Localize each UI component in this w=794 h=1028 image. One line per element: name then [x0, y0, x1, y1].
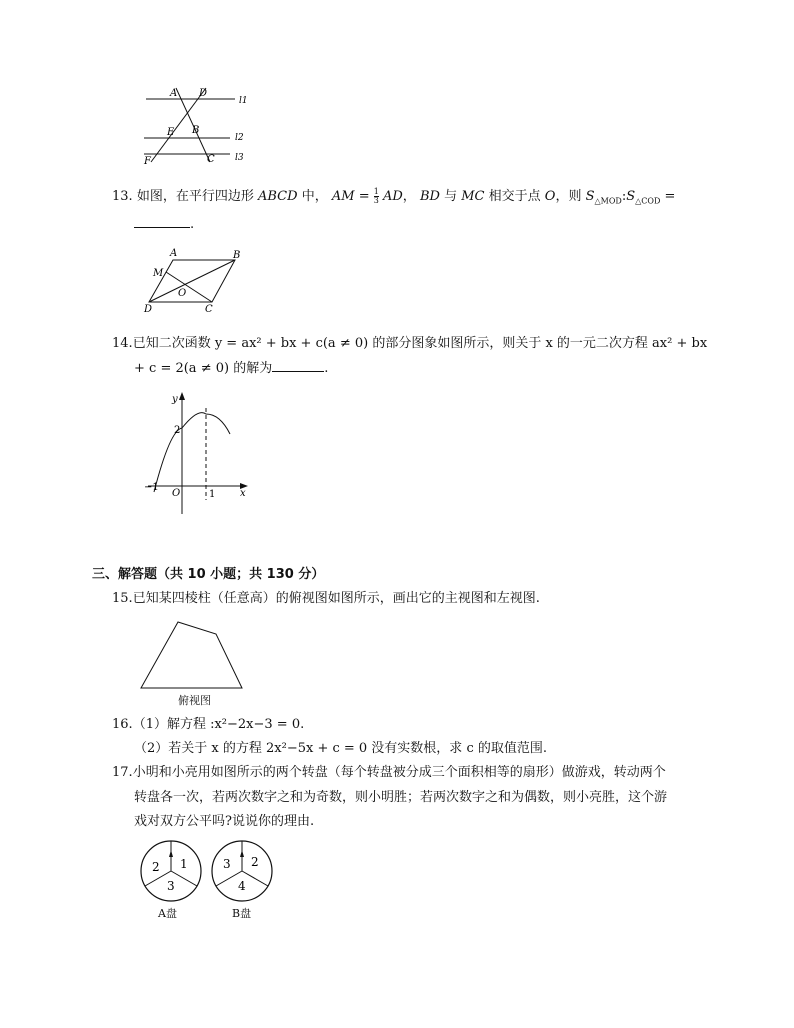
label-C: C — [207, 154, 215, 165]
question-14: 14.已知二次函数 y = ax² + bx + c(a ≠ 0) 的部分图象如图所示，则关于 x 的一元二次方程 ax² + bx — [112, 336, 708, 351]
label-two: 2 — [174, 425, 181, 436]
label-one: 1 — [209, 489, 216, 500]
label-D: D — [199, 88, 208, 99]
label-F: F — [144, 156, 151, 167]
label-D: D — [144, 304, 153, 315]
label-A: A — [170, 248, 178, 259]
spinner-b-number-4: 4 — [238, 879, 246, 893]
label-l2: l2 — [235, 133, 244, 143]
parallel-lines-figure — [140, 80, 260, 170]
label-y: y — [172, 394, 178, 405]
label-A: A — [170, 88, 178, 99]
question-14-line2: + c = 2(a ≠ 0) 的解为 . — [134, 361, 329, 376]
top-view-caption: 俯视图 — [178, 694, 211, 707]
spinner-a-number-2: 2 — [152, 860, 160, 874]
label-M: M — [153, 268, 164, 279]
spinner-a-number-1: 1 — [180, 857, 188, 871]
parabola-graph — [140, 390, 260, 518]
spinner-b-caption: B盘 — [232, 907, 252, 920]
label-B: B — [192, 125, 200, 136]
question-17-line-1: 17.小明和小亮用如图所示的两个转盘（每个转盘被分成三个面积相等的扇形）做游戏，转动两个 — [112, 765, 666, 780]
question-16-part-2: （2）若关于 x 的方程 2x²−5x + c = 0 没有实数根，求 c 的取值范围. — [134, 741, 547, 756]
top-view-quadrilateral — [138, 618, 248, 690]
question-17-line-2: 转盘各一次，若两次数字之和为奇数，则小明胜；若两次数字之和为偶数，则小亮胜，这个游 — [134, 790, 668, 805]
section-3-title: 三、解答题（共 10 小题；共 130 分） — [92, 567, 325, 582]
label-C: C — [205, 304, 213, 315]
question-13-answer-blank: . — [134, 215, 194, 234]
spinner-a-caption: A盘 — [158, 907, 177, 920]
label-l3: l3 — [235, 153, 244, 163]
label-E: E — [167, 127, 175, 138]
label-origin: O — [172, 488, 181, 499]
question-13: 13. 如图，在平行四边形 ABCD 中， AM = $\frac{1}{3}$ AD， BD 与 MC 相交于点 O，则 $S_{\triangle MOD}:S_{\triangle COD}$ = — [112, 187, 676, 206]
question-16-part-1: 16.（1）解方程 :x²−2x−3 = 0. — [112, 717, 305, 732]
parallelogram-figure — [140, 246, 250, 316]
spinner-a — [138, 838, 204, 904]
question-17-line-3: 戏对双方公平吗?说说你的理由. — [134, 814, 315, 829]
spinner-b — [209, 838, 275, 904]
label-neg-one: −1 — [144, 482, 159, 493]
spinner-b-number-2: 2 — [251, 855, 259, 869]
label-l1: l1 — [239, 96, 248, 106]
label-O: O — [178, 288, 187, 299]
question-15: 15.已知某四棱柱（任意高）的俯视图如图所示，画出它的主视图和左视图. — [112, 591, 540, 606]
spinner-a-number-3: 3 — [167, 879, 175, 893]
label-B: B — [233, 250, 241, 261]
label-x: x — [240, 488, 246, 499]
spinner-b-number-3: 3 — [223, 857, 231, 871]
